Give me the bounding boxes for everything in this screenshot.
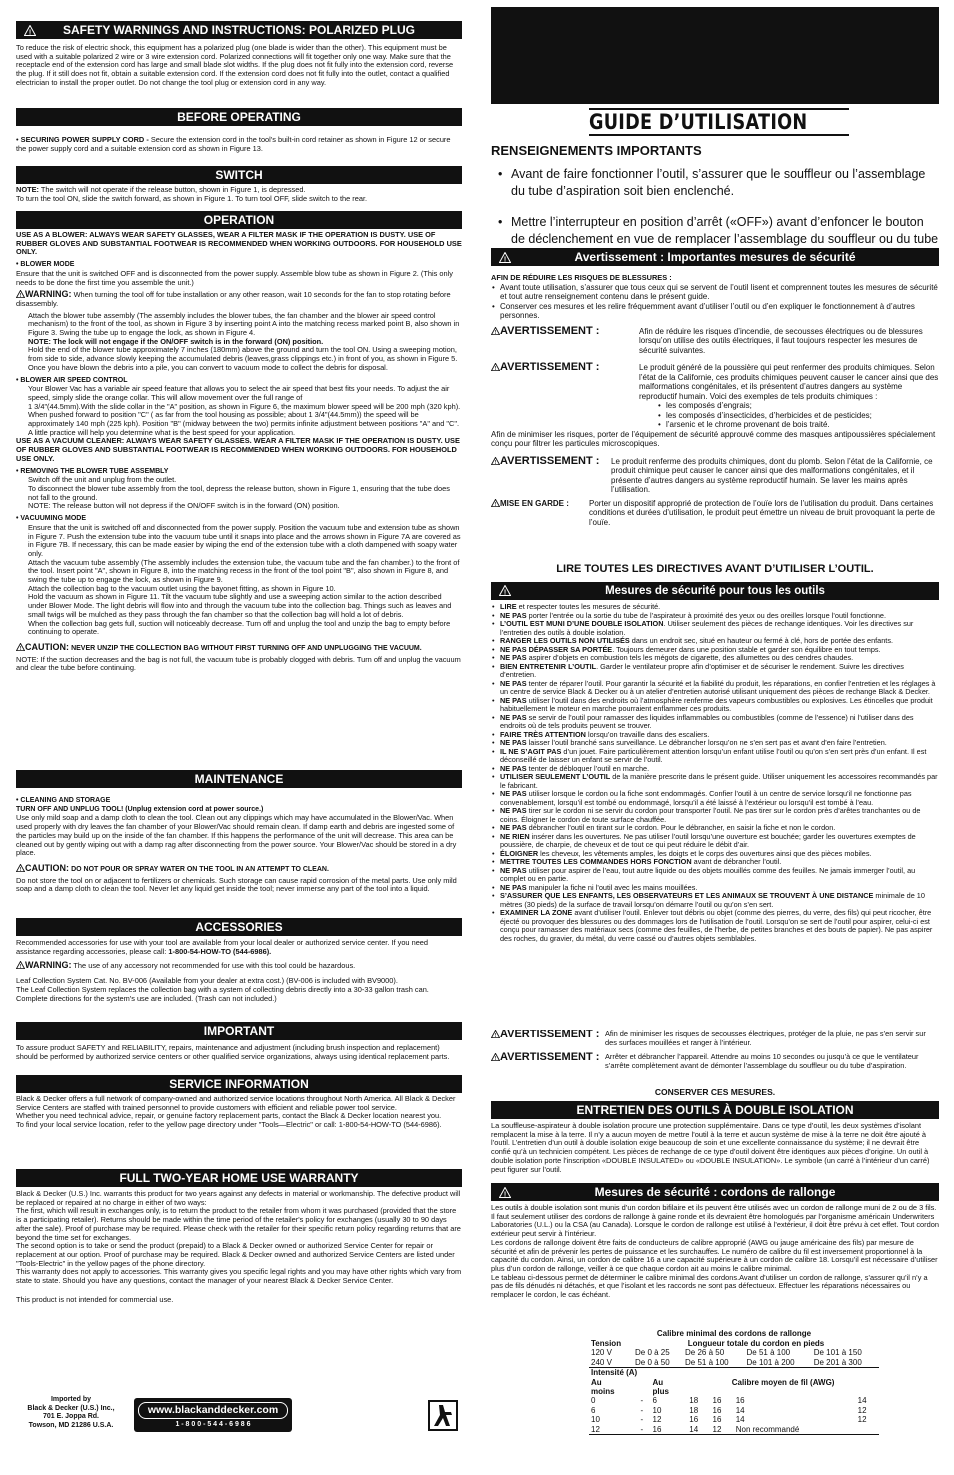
- section-header-operation: OPERATION: [16, 211, 462, 229]
- mise-en-garde-hearing: ! MISE EN GARDE : Porter un dispositif approprié de protection de l’ouïe lors de l’utilisation du produit. Dans certaines conditions et durées d’utilisation, le produit peut émettre un niveau de bruit provoquant la perte de l’ouïe.: [491, 499, 939, 528]
- svg-text:!: !: [19, 645, 22, 651]
- page-title: GUIDE D’UTILISATION: [589, 110, 808, 134]
- section-header-cordons: ! Mesures de sécurité : cordons de rallonge: [491, 1183, 939, 1201]
- svg-text:!: !: [494, 1056, 497, 1062]
- cover-black-band: [491, 7, 939, 104]
- cordons-text: Les outils à double isolation sont munis d’un cordon bifilaire et ils peuvent être utilisés avec un cordon de rallonge muni de 2 ou de 3 fils. Il faut seulement utiliser des cordons de rallonge à gaine ronde et ils devraient être homologués par l’organisme américain Underwriters Laboratories (U.L.) ou la CSA (au Canada). Lorsque le cordon de rallonge est utilisé à l’extérieur, il doit être prévu à cet effet. Tout cordon extérieur peut servir à l’intérieur. Les cordons de rallonge doivent être faits de conducteurs de calibre approprié (AWG ou jauge américaine des fils) par mesure de sécurité et afin de prévenir les pertes de puissance et les surchauffes. Le numéro de calibre du fil est inversement proportionnel à la capacité du cordon. Ainsi, un cordon de calibre 16 a une capacité supérieure à un cordon de calibre 18. Lorsqu’il est nécessaire d’utiliser plus d’un cordon de rallonge, veiller à ce que chaque cordon ait au moins le calibre minimal. Le tableau ci-dessous permet de déterminer le calibre minimal des cordons.Avant d’utiliser un cordon de rallonge, s’assurer qu’il n’y a pas de fils dénudés ni détachés, et que l’isolant et les raccords ne sont pas défectueux. Effectuer les réparations nécessaires ou remplacer le cordon, le cas échéant.: [491, 1204, 939, 1300]
- warning-triangle-icon: [24, 23, 36, 39]
- extension-cord-table: Calibre minimal des cordons de rallonge Tension Longueur totale du cordon en pieds 120 V De 0 à 25 De 26 à 50 De 51 à 100 De 101 à 150 240 V De 0 à 50 De 51 à 100 De 101 à 200 De 201 à 300 Intensité (A) Au Au Calibre moyen de fil (AWG) moins plus 0 - 6 18 16 16 14 6 - 10 18 16 14 12 10 - 12 16 16 14 12 12 - 16 14 12 Non recommandé: [589, 1329, 879, 1435]
- section-header-entretien: ENTRETIEN DES OUTILS À DOUBLE ISOLATION: [491, 1101, 939, 1119]
- safety-rule-item: • NE PAS utiliser l’outil dans des endroits où l’atmosphère renferme des vapeurs combustibles ou explosives. Les étincelles que produit habituellement le moteur en marche pourraient enflammer ces produits.: [491, 697, 939, 714]
- warning-triangle-icon: [16, 961, 25, 969]
- accessories-text: Recommended accessories for use with your tool are available from your local dealer or authorized service center. If you need assistance regarding accessories, please call: 1-800-54-HOW-TO (544-6986). ! WARNING: The use of any accessory not recommended for use with this tool could be hazardous. Leaf Collection System Cat. No. BV-006 (Available from your dealer at extra cost.) (BV-006 is included with BV9000). The Leaf Collection System replaces the collection bag with a system of collecting debris directly into a 30-33 gallon trash can. Complete directions for the system's use are included. (Trash can not included.): [16, 939, 429, 1003]
- safety-rule-item: • UTILISER SEULEMENT L’OUTIL de la manière prescrite dans le présent guide. Utiliser uniquement les accessoires recommandés par le fabricant.: [491, 773, 939, 790]
- warning-triangle-icon: [16, 864, 25, 872]
- switch-text: NOTE: The switch will not operate if the release button, shown in Figure 1, is depressed. To turn the tool ON, slide the switch forward, as shown in Figure 1. To turn tool OFF, slide switch to the rear.: [16, 186, 368, 203]
- section-header-maintenance: MAINTENANCE: [16, 770, 462, 788]
- safety-rules-list: [491, 603, 939, 1029]
- svg-text:!: !: [19, 866, 22, 872]
- safety-rule-item: • EXAMINER LA ZONE avant d’utiliser l’outil. Enlever tout débris ou objet (comme des pierres, du verre, des fils) qui peut ricocher, être éjecté ou provoquer des blessures ou des dommages lors de l’utilisation de l’outil. Lorsqu’on se sert de l’outil pour aspirer, celui-ci est conçu pour ramasser des matériaux secs (comme des feuilles, de l’herbe, de petites branches et des bouts de papier). Ne pas aspirer des roches, du gravier, du métal, du verre cassé ou d’autres objets semblables.: [491, 909, 939, 943]
- printed-in-symbol-icon: [428, 1400, 458, 1431]
- table-row: 12 - 16 14 12 Non recommandé: [591, 1424, 800, 1434]
- warning-triangle-icon: [499, 250, 511, 266]
- table-row: 6 - 10 18 16 14 12: [591, 1405, 867, 1415]
- safety-rule-item: • NE PAS porter l’entrée ou la sortie du tube de l’aspirateur à proximité des yeux ou des oreilles lorsque l’outil fonctionne.: [491, 612, 939, 621]
- safety-rule-item: • NE PAS manipuler la fiche ni l’outil avec les mains mouillées.: [491, 884, 939, 893]
- section-header-mesures-securite: ! Mesures de sécurité pour tous les outils: [491, 582, 939, 600]
- entretien-text: La souffleuse-aspirateur à double isolation procure une protection supplémentaire. Dans ce type d’outil, les deux systèmes d’isolant remplacent la mise à la terre. Il n’y a aucun moyen de mettre l’outil à la terre et aucun système de mise à la terre ne doit être ajouté à l’outil. L’entretien d’un outil à double isolation exige beaucoup de soin et une excellente connaissance du système; il ne devrait être confié qu’à un technicien compétent. Les pièces de rechange de ce type d’outil doivent être identiques aux pièces d’origine. Un outil à double isolation porte l’inscription «DOUBLE INSULATED» ou «DOUBLE INSULATION». Le symbole (un carré à l’intérieur d’un carré) peut figurer sur l’outil.: [491, 1122, 930, 1174]
- french-column: [491, 0, 939, 1475]
- svg-text:!: !: [28, 29, 32, 36]
- warning-triangle-icon: [491, 499, 500, 507]
- maintenance-text: • CLEANING AND STORAGE TURN OFF AND UNPLUG TOOL! (Unplug extension cord at power source.) Use only mild soap and a damp cloth to clean the tool. Clean out any clippings which may have accumulated in the Blower/Vac. When used properly with dry leaves the fan chamber of your Blower/Vac should remain clean. If damp earth and debris are ingested some of the particles may build up on the inside of the fan chamber. If this happens the performance of the unit will decrease. This area can be cleaned out by gently wiping out with a damp rag after disconnecting from the power source. Your Blower/Vac should be stored in a dry place. ! CAUTION: DO NOT POUR OR SPRAY WATER ON THE TOOL IN AN ATTEMPT TO CLEAN. Do not store the tool on or adjacent to fertilizers or chemicals. Such storage can cause rapid corrosion of the metal parts. Use only mild soap and a damp cloth to clean the tool. Never let any liquid get inside the tool; never immerse any part of the tool into a liquid.: [16, 797, 457, 894]
- warranty-text: Black & Decker (U.S.) Inc. warrants this product for two years against any defects in material or workmanship. The defective product will be replaced or repaired at no charge in either of two ways: The first, which will result in exchanges only, is to return the product to the retailer from whom it was purchased (provided that the store is a participating retailer). Returns should be made within the time period of the retailer's policy for exchanges (usually 30 to 90 days after the sale). Proof of purchase may be required. Please check with the retailer for their specific return policy regarding returns that are beyond the time set for exchanges. The second option is to take or send the product (prepaid) to a Black & Decker owned or authorized Service Center for repair or replacement at our option. Proof of purchase may be required. Black & Decker owned and authorized Service Centers are listed under "Tools-Electric" in the yellow pages of the phone directory. This warranty does not apply to accessories. This warranty gives you specific legal rights and you may have other rights which vary from state to state. Should you have any questions, contact the manager of your nearest Black & Decker Service Center. This product is not intended for commercial use.: [16, 1190, 462, 1304]
- warning-triangle-icon: [491, 327, 500, 335]
- table-row: 0 - 6 18 16 16 14: [591, 1396, 867, 1406]
- importer-address: Imported by Black & Decker (U.S.) Inc., 701 E. Joppa Rd. Towson, MD 21286 U.S.A.: [27, 1396, 115, 1429]
- warning-triangle-icon: [16, 643, 25, 651]
- section-header-switch: SWITCH: [16, 166, 462, 184]
- safety-rule-item: • S’ASSURER QUE LES ENFANTS, LES OBSERVATEURS ET LES ANIMAUX SE TROUVENT À UNE DISTANCE minimale de 10 mètres (30 pieds) de la surface de travail lorsqu’on démarre l’outil ou qu’on s’en sert.: [491, 892, 939, 909]
- section-header-important: IMPORTANT: [16, 1022, 462, 1040]
- safety-rule-item: • NE PAS utiliser lorsque le cordon ou la fiche sont endommagés. Confier l’outil à un centre de service lorsqu’il ne fonctionne pas convenablement, lorsqu’il est tombé ou endommagé, lorsqu’il a été laissé à l’extérieur ou lorsqu’il est tombé à l’eau.: [491, 790, 939, 807]
- section-header-service-information: SERVICE INFORMATION: [16, 1075, 462, 1093]
- section-header-polarized-plug: ! SAFETY WARNINGS AND INSTRUCTIONS: POLARIZED PLUG: [16, 21, 462, 39]
- read-all-directions: LIRE TOUTES LES DIRECTIVES AVANT D’UTILISER L’OUTIL.: [556, 563, 874, 575]
- safety-rule-item: • BIEN ENTRETENIR L’OUTIL. Garder le ventilateur propre afin d’optimiser et de sécuriser le rendement. Suivre les directives d’entretien.: [491, 663, 939, 680]
- safety-rule-item: • NE PAS tenter de réparer l’outil. Pour garantir la sécurité et la fiabilité du produit, les réparations, en confier l’entretien et les réglages à un centre de service Black & Decker ou à un atelier d’entretien autorisé utilisant uniquement des pièces de rechange Black & Decker.: [491, 680, 939, 697]
- safety-rule-item: • NE PAS tenter de débloquer l’outil en marche.: [491, 765, 939, 774]
- safety-rule-item: • NE PAS laisser l’outil branché sans surveillance. Le débrancher lorsqu’on ne s’en sert pas et avant d’en faire l’entretien.: [491, 739, 939, 748]
- before-operating-text: • SECURING POWER SUPPLY CORD - Secure the extension cord in the tool's built-in cord retainer as shown in Figure 12 or secure the power supply cord and a suitable extension cord as shown in Figure 13.: [16, 136, 451, 153]
- warning-triangle-icon: [499, 584, 511, 600]
- svg-text:!: !: [19, 292, 22, 299]
- warning-triangle-icon: [491, 1053, 500, 1061]
- table-row: 120 V De 0 à 25 De 26 à 50 De 51 à 100 De 101 à 150: [591, 1348, 862, 1358]
- polarized-plug-text: To reduce the risk of electric shock, this equipment has a polarized plug (one blade is wider than the other). This equipment must be used with a suitable polarized 2 wire or 3 wire extension cord. Polarized connections will fit together only one way. Make sure that the receptacle end of the extension cord has large and small blade slot widths. If the plug does not fit fully into the extension cord, reverse the plug. If it still does not fit, obtain a suitable extension cord. If the extension cord does not fit fully into the outlet, contact a qualified electrician to install the proper outlet. Do not change the tool plug or extension cord in any way.: [16, 44, 454, 87]
- service-information-text: Black & Decker offers a full network of company-owned and authorized service locations throughout North America. All Black & Decker Service Centers are staffed with trained personnel to provide customers with efficient and reliable power tool service. Whether you need technical advice, repair, or genuine factory replacement parts, contact the Black & Decker location nearest you. To find your local service location, refer to the yellow page directory under "Tools—Electric" or call: 1-800-54-HOW-TO (544-6986).: [16, 1095, 456, 1130]
- svg-text:!: !: [494, 329, 497, 335]
- table-row: 240 V De 0 à 50 De 51 à 100 De 101 à 200 De 201 à 300: [591, 1357, 862, 1367]
- avertissement-lead: ! AVERTISSEMENT : Le produit renferme des produits chimiques, dont du plomb. Selon l’état de la Californie, ce produit chimique peut causer le cancer ainsi que des malformations congénitales, et il présente d’autres dangers au système reproductif humain. Se laver les mains après l’utilisation.: [491, 457, 939, 495]
- safety-rule-item: • NE PAS DÉPASSER SA PORTÉE. Toujours demeurer dans une position stable et garder son équilibre en tout temps.: [491, 646, 939, 655]
- keep-instructions: CONSERVER CES MESURES.: [654, 1087, 776, 1097]
- safety-rule-item: • NE PAS tirer sur le cordon ni se servir du cordon pour transporter l’outil. Ne pas tirer sur le cordon près d’arêtes tranchantes ou de coins. Éloigner le cordon de toute surface chauffée.: [491, 807, 939, 824]
- warning-triangle-icon: [499, 1185, 511, 1201]
- avertissement-rain: ! AVERTISSEMENT : Afin de minimiser les risques de secousses électriques, protéger de la pluie, ne pas s’en servir sur des surfaces mouillées et ranger à l’intérieur. ! AVERTISSEMENT : Arrêter et débrancher l’appareil. Attendre au moins 10 secondes ou jusqu’à ce que le ventilateur s’arrête complètement avant de démonter l’assemblage du souffleur ou du tube d’aspiration.: [491, 1030, 939, 1094]
- svg-text:!: !: [494, 1032, 497, 1038]
- svg-text:!: !: [503, 256, 507, 263]
- section-header-before-operating: BEFORE OPERATING: [16, 108, 462, 126]
- safety-rule-item: • IL NE S’AGIT PAS d’un jouet. Faire particulièrement attention lorsqu’un enfant utilise l’outil ou qu’on s’en sert près d’un enfant. Il est déconseillé de laisser un enfant se servir de l’outil.: [491, 748, 939, 765]
- guide-title-frame: [589, 108, 849, 136]
- svg-text:!: !: [494, 459, 497, 465]
- svg-text:!: !: [19, 964, 22, 970]
- section-header-avertissement: ! Avertissement : Importantes mesures de sécurité: [491, 248, 939, 266]
- safety-rule-item: • FAIRE TRÈS ATTENTION lorsqu’on travaille dans des escaliers.: [491, 731, 939, 740]
- safety-rule-item: • NE PAS aspirer d’objets en combustion tels les mégots de cigarette, des allumettes ou des cendres chaudes.: [491, 654, 939, 663]
- safety-rule-item: • METTRE TOUTES LES COMMANDES HORS FONCTION avant de débrancher l’outil.: [491, 858, 939, 867]
- section-header-accessories: ACCESSORIES: [16, 918, 462, 936]
- warning-triangle-icon: [491, 1030, 500, 1038]
- safety-rule-item: • ÉLOIGNER les cheveux, les vêtements amples, les doigts et le corps des ouvertures ainsi que des pièces mobiles.: [491, 850, 939, 859]
- operation-text: USE AS A BLOWER: ALWAYS WEAR SAFETY GLASSES, WEAR A FILTER MASK IF THE OPERATION IS DUSTY. USE OF RUBBER GLOVES AND SUBSTANTIAL FOOTWEAR IS RECOMMENDED WHEN WORKING OUTDOORS. FOR HOUSEHOLD USE ONLY. • BLOWER MODE Ensure that the unit is switched OFF and is disconnected from the power supply. Assemble blow tube as shown in Figure 2. (This only needs to be done the first time you assemble the unit.) ! WARNING: When turning the tool off for tube installation or any other reason, wait 10 seconds for the fan to stop rotating before disassembly. Attach the blower tube assembly (The assembly includes the blower tubes, the fan chamber and the blower air speed control mechanism) to the front of the tool, as shown in Figure 3 by inserting point A into the matching recess marked point B, also shown in Figure 3. Swing the tube up to engage the lock, as shown in Figure 4. NOTE: The lock will not engage if the ON/OFF switch is in the forward (ON) position. Hold the end of the blower tube approximately 7 inches (180mm) above the ground and turn the tool ON. Using a sweeping motion, from side to side, advance slowly keeping the accumulated debris (leaves,grass clippings etc.) in front of you, as shown in Figure 5. Once you have blown the debris into a pile, you can convert to vacuum mode to collect the debris for disposal. • BLOWER AIR SPEED CONTROL Your Blower Vac has a variable air speed feature that allows you to select the air speed that best fits your needs. To adjust the air speed, simply slide the orange collar. This will allow movement over the full range of 1 3/4"(44.5mm).With the slide collar in the "A" position, as shown in Figure 6, the maximum blower speed will be 200 mph (320 kph). When pushed forward to position "C" ( as far from the tool housing as possible; about 1 3/4"(44.5mm)) the speed will be approximately 140 mph (225 kph). Position "B" (midway between the two) permits infinite adjustment between positions "A" and "C". A little practice will help you determine what is the best speed for your application. USE AS A VACUUM CLEANER: ALWAYS WEAR SAFETY GLASSES. WEAR A FILTER MASK IF THE OPERATION IS DUSTY. USE OF RUBBER GLOVES AND SUBSTANTIAL FOOTWEAR IS RECOMMENDED WHEN WORKING OUTDOORS. FOR HOUSEHOLD USE ONLY. • REMOVING THE BLOWER TUBE ASSEMBLY Switch off the unit and unplug from the outlet. To disconnect the blower tube assembly from the tool, depress the release button, shown in Figure 1, ensuring that the tube does not fall to the ground. NOTE: The release button will not depress if the ON/OFF switch is in the forward (ON) position. • VACUUMING MODE Ensure that the unit is switched off and disconnected from the power supply. Position the vacuum tube and extension tube as shown in Figure 7. Push the extension tube into the vacuum tube until it snaps into place and the arrows shown in Figure 7A are covered as in Figure 7B. If necessary, this can be made easier by wiping the end of the extension tube with a cloth dampened with soapy water only. Attach the vacuum tube assembly (The assembly includes the extension tube, the vacuum tube and the fan chamber.) to the front of the tool. Insert point "A", shown in Figure 8, into the matching recess in the front of the tool point "B", also shown in Figure 8, and swing the tube up to engage the lock, as shown in Figure 9. Attach the collection bag to the vacuum outlet using the bayonet fitting, as shown in Figure 10. Hold the vacuum as shown in Figure 11. Tilt the vacuum tube slightly and use a sweeping action similar to the action described under Blower Mode. The light debris will flow into and through the vacuum tube into the collection bag. Things such as leaves and small twigs will be mulched as they pass through the fan chamber so that the collection bag will hold a lot of debris. When the collection bag gets full, suction will noticeably decrease. Turn off and unplug the tool and unzip the bag to empty before continuing to operate. ! CAUTION: NEVER UNZIP THE COLLECTION BAG WITHOUT FIRST TURNING OFF AND UNPLUGGING THE VACUUM. NOTE: If the suction decreases and the bag is not full, the vacuum tube is probably clogged with debris. Turn off and unplug the vacuum and clear the tube before continuing.: [16, 231, 462, 673]
- safety-rule-item: • NE PAS se servir de l’outil pour ramasser des liquides inflammables ou combustibles (comme de l’essence) ni l’utiliser dans des endroits où de tels produits peuvent se trouver.: [491, 714, 939, 731]
- safety-rule-item: • RANGER LES OUTILS NON UTILISÉS dans un endroit sec, situé en hauteur ou fermé à clé, hors de portée des enfants.: [491, 637, 939, 646]
- svg-text:!: !: [503, 1191, 507, 1198]
- blackanddecker-website-badge: www.blackanddecker.com 1 - 8 0 0 - 5 4 4 - 6 9 8 6: [134, 1398, 292, 1432]
- important-text: To assure product SAFETY and RELIABILITY, repairs, maintenance and adjustment (including brush inspection and replacement) should be performed by authorized service centers or other qualified service organizations, always using identical replacement parts.: [16, 1044, 450, 1061]
- warning-triangle-icon: [16, 290, 25, 298]
- english-column: [16, 0, 462, 1475]
- svg-text:!: !: [494, 365, 497, 371]
- safety-rule-item: • L’OUTIL EST MUNI D’UNE DOUBLE ISOLATION. Utiliser seulement des pièces de rechange identiques. Voir les directives sur l’entretien des outils à double isolation.: [491, 620, 939, 637]
- warning-triangle-icon: [491, 363, 500, 371]
- svg-text:!: !: [503, 589, 507, 596]
- important-info-title: RENSEIGNEMENTS IMPORTANTS: [491, 143, 702, 158]
- safety-rule-item: • NE RIEN insérer dans les ouvertures. Ne pas utiliser l’outil lorsqu’une ouverture est bouchée; garder les ouvertures exemptes de poussière, de charpie, de cheveux et de tout ce qui peut réduire le débit d’air.: [491, 833, 939, 850]
- warning-triangle-icon: [491, 457, 500, 465]
- safety-rule-item: • NE PAS utiliser pour aspirer de l’eau, tout autre liquide ou des objets mouillés comme des feuilles. Ne jamais immerger l’outil, au complet ou en partie.: [491, 867, 939, 884]
- svg-text:!: !: [494, 501, 497, 507]
- avertissement-fire-shock: ! AVERTISSEMENT : Afin de réduire les risques d’incendie, de secousses électriques ou de blessures lorsqu’on utilise des outils électriques, il faut toujours respecter les mesures de sécurité suivantes.: [491, 327, 939, 356]
- important-info-list: • Avant de faire fonctionner l’outil, s’assurer que le souffleur ou l’assemblage du tube d’aspiration soit bien enclenché. • Mettre l’interrupteur en position d’arrêt («OFF») avant d’enfoncer le bouton de déclenchement en vue de remplacer l’assemblage du souffleur ou du tube: [491, 166, 939, 265]
- avertissement-text: AFIN DE RÉDUIRE LES RISQUES DE BLESSURES : • Avant toute utilisation, s’assurer que tous ceux qui se servent de l’outil lisent et comprennent toutes les mesures de sécurité et tout autre renseignement contenu dans le présent guide. • Conserver ces mesures et les relire fréquemment avant d’utiliser l’outil ou d’en expliquer le fonctionnement à d’autres personnes. ! AVERTISSEMENT : Afin de réduire les risques d’incendie, de secousses électriques ou de blessures lorsqu’on utilise des outils électriques, il faut toujours respecter les mesures de sécurité suivantes. ! AVERTISSEMENT : Le produit généré de la poussière qui peut renfermer des produits chimiques. Selon l’état de la Californie, ces produits chimiques peuvent causer le cancer ainsi que des malformations congénitales, et ils présentent d’autres dangers au système reproductif humain. Voici des exemples de tels produits chimiques : • les composés d’engrais; • les composés d’insecticides, d’herbicides et de pesticides; • l’arsenic et le chrome provenant de bois traité. Afin de minimiser les risques, porter de l’équipement de sécurité approuvé comme des masques antipoussières spécialement conçu pour filtrer les particules microscopiques. ! AVERTISSEMENT : Le produit renferme des produits chimiques, dont du plomb. Selon l’état de la Californie, ce produit chimique peut causer le cancer ainsi que des malformations congénitales, et il présente d’autres dangers au système reproductif humain. Se laver les mains après l’utilisation. ! MISE EN GARDE : Porter un dispositif approprié de protection de l’ouïe lors de l’utilisation du produit. Dans certaines conditions et durées d’utilisation, le produit peut émettre un niveau de bruit provoquant la perte de l’ouïe.: [491, 273, 939, 590]
- avertissement-dust: ! AVERTISSEMENT : Le produit généré de la poussière qui peut renfermer des produits chimiques. Selon l’état de la Californie, ces produits chimiques peuvent causer le cancer ainsi que des malformations congénitales, et ils présentent d’autres dangers au système reproductif humain. Voici des exemples de tels produits chimiques : • les composés d’engrais; • les composés d’insecticides, d’herbicides et de pesticides; • l’arsenic et le chrome provenant de bois traité.: [491, 363, 939, 430]
- table-row: 10 - 12 16 16 14 12: [591, 1415, 867, 1425]
- safety-rule-item: • NE PAS débrancher l’outil en tirant sur le cordon. Pour le débrancher, en saisir la fiche et non le cordon.: [491, 824, 939, 833]
- safety-rule-item: • LIRE et respecter toutes les mesures de sécurité.: [491, 603, 939, 612]
- section-header-warranty: FULL TWO-YEAR HOME USE WARRANTY: [16, 1169, 462, 1187]
